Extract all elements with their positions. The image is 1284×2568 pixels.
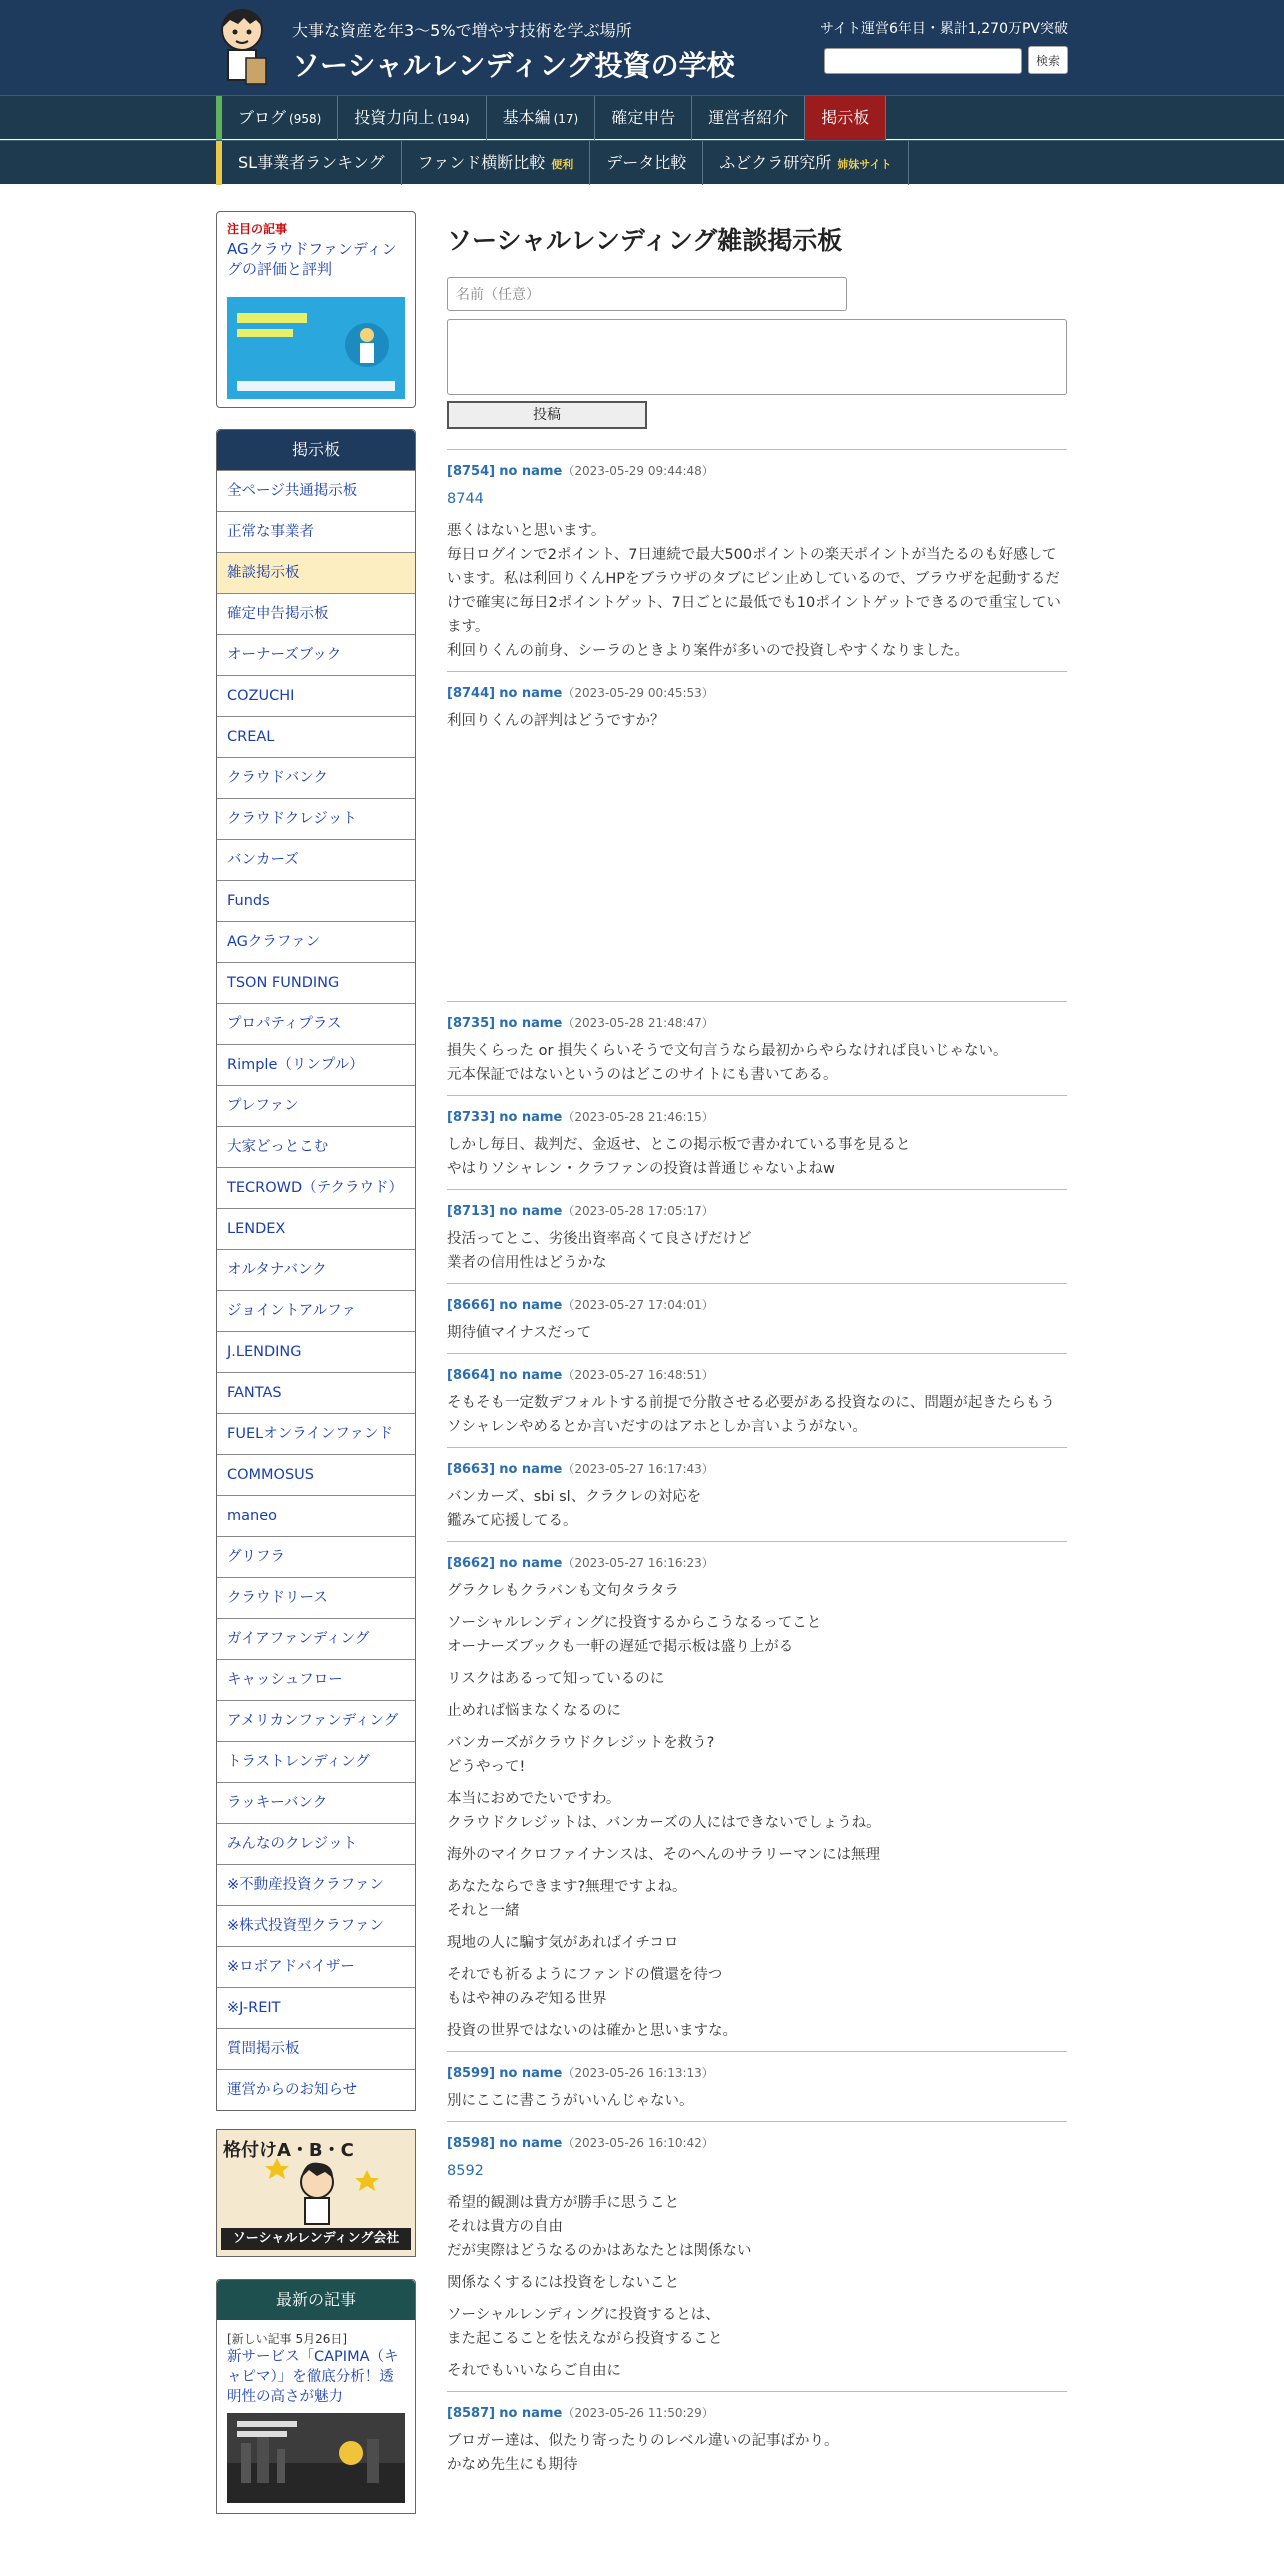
post-id[interactable]: [8599]	[447, 2066, 496, 2081]
post-paragraph: それでもいいならご自由に	[447, 2363, 621, 2379]
post-date: （2023-05-27 16:48:51）	[562, 1368, 714, 1382]
post-paragraph: 利回りくんの評判はどうですか？	[447, 713, 665, 729]
post-date: （2023-05-28 21:46:15）	[562, 1110, 714, 1124]
post-author: no name	[499, 1016, 563, 1031]
nav-item-label: ブログ	[238, 108, 287, 127]
post-id[interactable]: [8663]	[447, 1462, 496, 1477]
nav-item-label: ふどクラ研究所	[719, 153, 832, 172]
board-list-item[interactable]: TECROWD（テクラウド）	[217, 1167, 415, 1208]
post	[447, 2121, 1067, 2391]
board-list-item[interactable]: ※ロボアドバイザー	[217, 1946, 415, 1987]
post-paragraph: 投活ってとこ、劣後出資率高くて良さげだけど 業者の信用性はどうかな	[447, 1231, 752, 1271]
post-paragraph: 期待値マイナスだって	[447, 1325, 592, 1341]
post-id[interactable]: [8733]	[447, 1110, 496, 1125]
nav-item-label: ファンド横断比較	[417, 153, 546, 172]
post-header	[447, 462, 1067, 479]
board-list-item[interactable]: 質問掲示板	[217, 2028, 415, 2069]
nav-item[interactable]	[595, 96, 692, 140]
post-date: （2023-05-28 21:48:47）	[562, 1016, 714, 1030]
post-header	[447, 1460, 1067, 1477]
post-paragraph: 現地の人に騙す気があればイチコロ	[447, 1935, 679, 1951]
post-author: no name	[499, 1556, 563, 1571]
post-header	[447, 1202, 1067, 1219]
post-author: no name	[499, 2136, 563, 2151]
nav-item[interactable]	[805, 96, 886, 140]
board-list-item[interactable]: アメリカンファンディング	[217, 1700, 415, 1741]
post-paragraph: 本当におめでたいですわ。 クラウドクレジットは、バンカーズの人にはできないでしょうね。	[447, 1791, 881, 1831]
latest-article-item[interactable]	[217, 2320, 415, 2513]
board-list-header: 掲示板	[217, 430, 415, 470]
post-body	[447, 2159, 1067, 2383]
reply-link[interactable]: 8744	[447, 491, 484, 507]
secondary-nav	[0, 140, 1284, 184]
nav-item-label: 基本編	[502, 108, 551, 127]
page-title: ソーシャルレンディング雑談掲示板	[447, 226, 843, 255]
post-date: （2023-05-26 11:50:29）	[562, 2406, 714, 2420]
board-list-item[interactable]: オーナーズブック	[217, 634, 415, 675]
board-list-item[interactable]: 全ページ共通掲示板	[217, 470, 415, 511]
mascot-logo[interactable]	[216, 6, 272, 88]
board-list-item[interactable]: ジョイントアルファ	[217, 1290, 415, 1331]
post-id[interactable]: [8754]	[447, 464, 496, 479]
board-list-item[interactable]: クラウドリース	[217, 1577, 415, 1618]
latest-article-thumbnail[interactable]	[227, 2413, 405, 2503]
nav-item-label: データ比較	[606, 153, 687, 172]
post-id[interactable]: [8735]	[447, 1016, 496, 1031]
reply-link[interactable]: 8592	[447, 2163, 484, 2179]
nav-item-count: (194)	[437, 112, 470, 126]
post-header	[447, 1554, 1067, 1571]
post-id[interactable]: [8664]	[447, 1368, 496, 1383]
site-stats: サイト運営6年目・累計1,270万PV突破	[819, 21, 1068, 37]
post-paragraph: ソーシャルレンディングに投資するからこうなるってこと オーナーズブックも一軒の遅延で掲示板は盛り上がる	[447, 1615, 822, 1655]
post-spacer	[447, 733, 1067, 993]
post-body	[447, 1039, 1067, 1087]
board-list-item[interactable]: 雑談掲示板	[217, 552, 415, 593]
post-paragraph: そもそも一定数デフォルトする前提で分散させる必要がある投資なのに、問題が起きたらもうソシャレンやめるとか言いだすのはアホとしか言いようがない。	[447, 1395, 1055, 1435]
post-paragraph: ソーシャルレンディングに投資するとは、 また起こることを怯えながら投資すること	[447, 2307, 723, 2347]
post-body	[447, 1321, 1067, 1345]
post-paragraph: グラクレもクラバンも文句タラタラ	[447, 1583, 679, 1599]
board-list-item[interactable]: 運営からのお知らせ	[217, 2069, 415, 2110]
post-paragraph: バンカーズ、sbi sl、クラクレの対応を 鑑みて応援してる。	[447, 1489, 702, 1529]
post-body	[447, 2429, 1067, 2477]
latest-article-date: [新しい記事 5月26日]	[227, 2332, 348, 2346]
post-date: （2023-05-29 09:44:48）	[562, 464, 714, 478]
board-list-item[interactable]: maneo	[217, 1495, 415, 1536]
post-date: （2023-05-26 16:10:42）	[562, 2136, 714, 2150]
post-paragraph: 海外のマイクロファイナンスは、そのへんのサラリーマンには無理	[447, 1847, 880, 1863]
post-paragraph: あなたならできます?無理ですよね。 それと一緒	[447, 1879, 687, 1919]
post-id[interactable]: [8713]	[447, 1204, 496, 1219]
board-list-item[interactable]: 正常な事業者	[217, 511, 415, 552]
post-paragraph: 希望的観測は貴方が勝手に思うこと それは貴方の自由 だが実際はどうなるのかはあなたとは関係ない	[447, 2195, 752, 2259]
post-paragraph: 損失くらった or 損失くらいそうで文句言うなら最初からやらなければ良いじゃない。 元本保証ではないというのはどこのサイトにも書いてある。	[447, 1043, 1008, 1083]
board-list-item[interactable]: FUELオンラインファンド	[217, 1413, 415, 1454]
post-author: no name	[499, 1204, 563, 1219]
nav-item[interactable]	[487, 96, 596, 140]
board-list-item[interactable]: FANTAS	[217, 1372, 415, 1413]
post-header	[447, 2064, 1067, 2081]
post-author: no name	[499, 2406, 563, 2421]
post-list	[447, 449, 1067, 2485]
post-date: （2023-05-29 00:45:53）	[562, 686, 714, 700]
post-author: no name	[499, 1462, 563, 1477]
post-date: （2023-05-27 17:04:01）	[562, 1298, 714, 1312]
primary-nav	[0, 95, 1284, 139]
post	[447, 1353, 1067, 1447]
board-list-item[interactable]: Funds	[217, 880, 415, 921]
post-body	[447, 1227, 1067, 1275]
featured-thumbnail[interactable]	[227, 285, 405, 399]
board-list-item[interactable]: Rimple（リンプル）	[217, 1044, 415, 1085]
post-id[interactable]: [8587]	[447, 2406, 496, 2421]
latest-articles-header: 最新の記事	[217, 2280, 415, 2320]
board-list-item[interactable]: ガイアファンディング	[217, 1618, 415, 1659]
board-list-item[interactable]: TSON FUNDING	[217, 962, 415, 1003]
post-id[interactable]: [8598]	[447, 2136, 496, 2151]
nav-item-label: SL事業者ランキング	[238, 153, 385, 172]
main-content	[447, 211, 1067, 2485]
post-date: （2023-05-27 16:16:23）	[562, 1556, 714, 1570]
nav-item[interactable]	[692, 96, 805, 140]
board-list-item[interactable]: COZUCHI	[217, 675, 415, 716]
post-header	[447, 1108, 1067, 1125]
site-header	[0, 0, 1284, 95]
post-body	[447, 2089, 1067, 2113]
nav-item[interactable]	[402, 141, 591, 185]
featured-label: 注目の記事	[227, 222, 288, 236]
rating-promo-banner[interactable]	[216, 2129, 416, 2257]
nav-item-label: 確定申告	[611, 108, 676, 127]
site-tagline: 大事な資産を年3～5%で増やす技術を学ぶ場所	[292, 21, 632, 40]
post-paragraph: 別にここに書こうがいいんじゃない。	[447, 2093, 694, 2109]
board-list-item[interactable]: オルタナバンク	[217, 1249, 415, 1290]
site-title[interactable]: ソーシャルレンディング投資の学校	[292, 49, 735, 82]
post	[447, 449, 1067, 671]
post-id[interactable]: [8662]	[447, 1556, 496, 1571]
board-list-item[interactable]: AGクラファン	[217, 921, 415, 962]
sidebar	[216, 211, 416, 2514]
post-paragraph: 止めれば悩まなくなるのに	[447, 1703, 621, 1719]
post-author: no name	[499, 1110, 563, 1125]
post-date: （2023-05-28 17:05:17）	[562, 1204, 714, 1218]
post-body	[447, 487, 1067, 663]
form-spacer	[447, 429, 1067, 449]
post-id[interactable]: [8744]	[447, 686, 496, 701]
post-header	[447, 2134, 1067, 2151]
post-paragraph: それでも祈るようにファンドの償還を待つ もはや神のみぞ知る世界	[447, 1967, 723, 2007]
post-header	[447, 1014, 1067, 1031]
board-list-item[interactable]: 大家どっとこむ	[217, 1126, 415, 1167]
post-header	[447, 1296, 1067, 1313]
board-list-item[interactable]: 確定申告掲示板	[217, 593, 415, 634]
board-list-item[interactable]: バンカーズ	[217, 839, 415, 880]
post-body	[447, 1579, 1067, 2043]
board-list	[216, 429, 416, 2111]
board-list-item[interactable]: プレファン	[217, 1085, 415, 1126]
search-button[interactable]: 検索	[1028, 46, 1068, 74]
nav-item-badge: 便利	[551, 158, 574, 171]
post-date: （2023-05-27 16:17:43）	[562, 1462, 714, 1476]
post-paragraph: ブロガー達は、似たり寄ったりのレベル違いの記事ばかり。 かなめ先生にも期待	[447, 2433, 839, 2473]
nav-item-label: 掲示板	[821, 108, 870, 127]
post-body	[447, 1391, 1067, 1439]
nav-item[interactable]	[338, 96, 486, 140]
post	[447, 1283, 1067, 1353]
promo-footer: ソーシャルレンディング会社	[221, 2228, 411, 2250]
board-list-item[interactable]: プロパティプラス	[217, 1003, 415, 1044]
post-paragraph: 悪くはないと思います。 毎日ログインで2ポイント、7日連続で最大500ポイントの楽天ポイントが当たるのも好感しています。私は利回りくんHPをブラウザのタブにピン止めしているので、ブラウザを起動するだけで確実に毎日2ポイントゲット、7日ごとに最低でも10ポイントゲットできるので重宝しています。 利回りくんの前身、シーラのときより案件が多いので投資しやすくなりました。	[447, 523, 1061, 659]
board-list-item[interactable]: J.LENDING	[217, 1331, 415, 1372]
post-body	[447, 1485, 1067, 1533]
post-quote-paragraph	[447, 2159, 1067, 2183]
post-author: no name	[499, 1298, 563, 1313]
post	[447, 1095, 1067, 1189]
post-header	[447, 1366, 1067, 1383]
board-list-item[interactable]: ※不動産投資クラファン	[217, 1864, 415, 1905]
board-list-item[interactable]: LENDEX	[217, 1208, 415, 1249]
post-quote-paragraph	[447, 487, 1067, 511]
post	[447, 2051, 1067, 2121]
latest-articles	[216, 2279, 416, 2514]
board-list-item[interactable]: キャッシュフロー	[217, 1659, 415, 1700]
board-list-item[interactable]: みんなのクレジット	[217, 1823, 415, 1864]
nav-item[interactable]	[703, 141, 908, 185]
post-body	[447, 1133, 1067, 1181]
post-paragraph: 投資の世界ではないのは確かと思いますな。	[447, 2023, 737, 2039]
nav-item-count: (958)	[289, 112, 322, 126]
nav-item[interactable]	[222, 96, 338, 140]
name-field[interactable]: 名前（任意）	[447, 277, 847, 311]
promo-heading: 格付けA・B・C	[223, 2140, 354, 2161]
nav-item-count: (17)	[553, 112, 579, 126]
post-author: no name	[499, 2066, 563, 2081]
board-list-item[interactable]: CREAL	[217, 716, 415, 757]
board-list-item[interactable]: ラッキーバンク	[217, 1782, 415, 1823]
nav-item[interactable]	[222, 141, 402, 185]
post-author: no name	[499, 1368, 563, 1383]
nav-item-badge: 姉妹サイト	[837, 158, 892, 171]
nav-item[interactable]	[590, 141, 703, 185]
post-id[interactable]: [8666]	[447, 1298, 496, 1313]
post-paragraph: バンカーズがクラウドクレジットを救う? どうやって!	[447, 1735, 715, 1775]
post	[447, 2391, 1067, 2485]
search-input[interactable]	[824, 48, 1022, 74]
post-header	[447, 684, 1067, 701]
post-header	[447, 2404, 1067, 2421]
post	[447, 1001, 1067, 1095]
post-paragraph: 関係なくするには投資をしないこと	[447, 2275, 679, 2291]
post-body	[447, 709, 1067, 733]
board-list-item[interactable]: グリフラ	[217, 1536, 415, 1577]
post	[447, 671, 1067, 1001]
post-author: no name	[499, 686, 563, 701]
featured-article[interactable]	[216, 211, 416, 408]
featured-title[interactable]: AGクラウドファンディングの評価と評判	[227, 240, 397, 278]
board-list-item[interactable]: ※J-REIT	[217, 1987, 415, 2028]
board-list-item[interactable]: クラウドバンク	[217, 757, 415, 798]
post-paragraph: しかし毎日、裁判だ、金返せ、とこの掲示板で書かれている事を見ると やはりソシャレン・クラファンの投資は普通じゃないよねw	[447, 1137, 911, 1177]
post-button[interactable]: 投稿	[447, 401, 647, 429]
nav-item-label: 投資力向上	[354, 108, 435, 127]
message-textarea[interactable]	[447, 319, 1067, 395]
board-list-item[interactable]: クラウドクレジット	[217, 798, 415, 839]
post	[447, 1189, 1067, 1283]
post	[447, 1541, 1067, 2051]
board-list-item[interactable]: ※株式投資型クラファン	[217, 1905, 415, 1946]
post	[447, 1447, 1067, 1541]
board-list-item[interactable]: COMMOSUS	[217, 1454, 415, 1495]
nav-item-label: 運営者紹介	[708, 108, 789, 127]
board-list-item[interactable]: トラストレンディング	[217, 1741, 415, 1782]
latest-article-title[interactable]: 新サービス「CAPIMA（キャピマ）」を徹底分析！透明性の高さが魅力	[227, 2349, 399, 2405]
post-paragraph: リスクはあるって知っているのに	[447, 1671, 665, 1687]
post-author: no name	[499, 464, 563, 479]
post-date: （2023-05-26 16:13:13）	[562, 2066, 714, 2080]
